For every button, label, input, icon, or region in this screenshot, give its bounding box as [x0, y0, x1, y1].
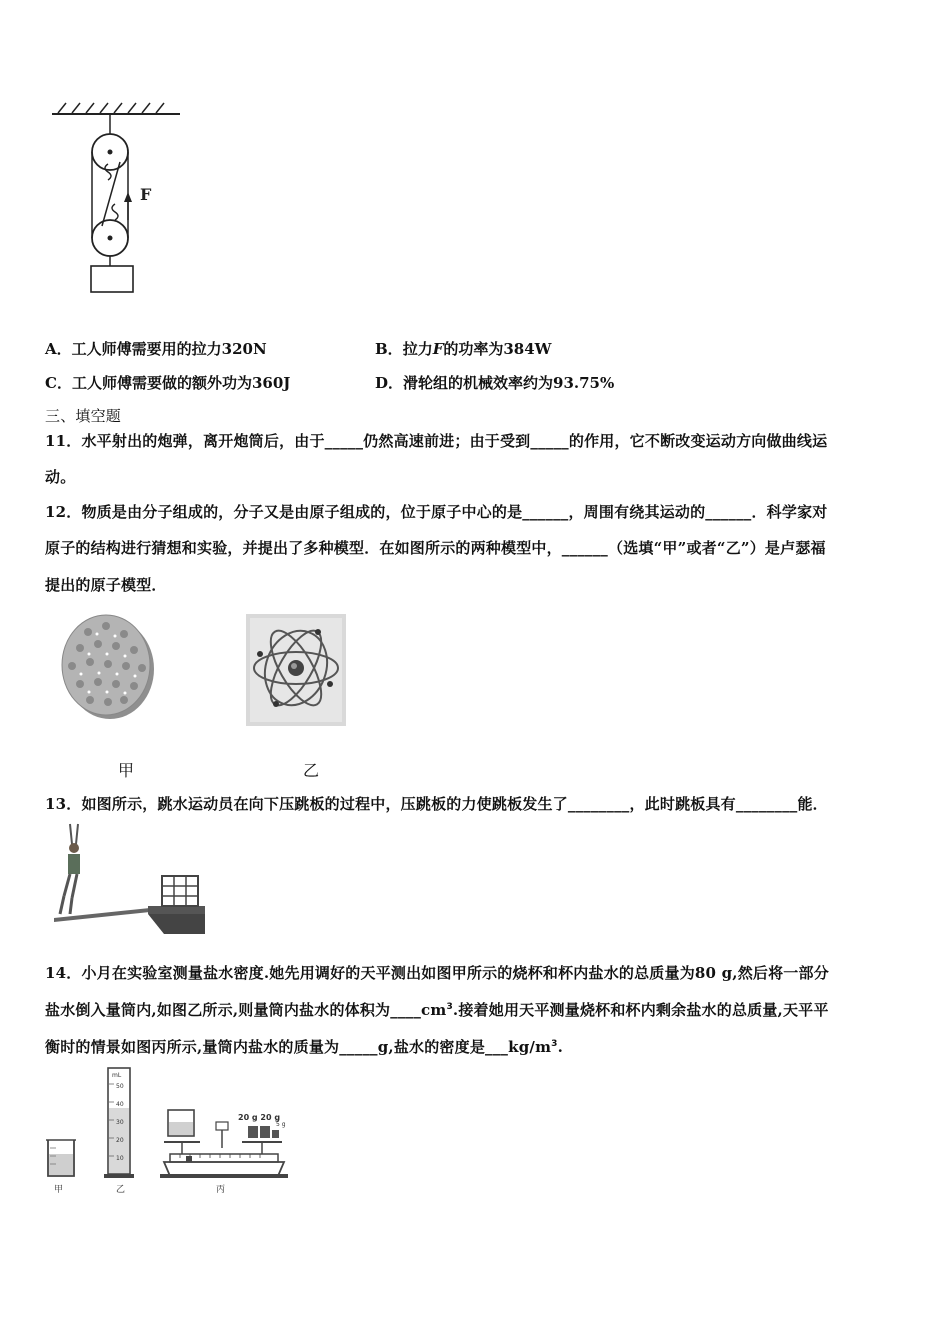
label-bing: 丙	[216, 1185, 226, 1195]
force-label: F	[140, 185, 152, 204]
option-c	[45, 372, 290, 393]
option-a	[45, 338, 267, 359]
label-jia: 甲	[54, 1185, 64, 1195]
caption-jia: 甲	[118, 761, 135, 780]
option-a-letter: A．	[45, 340, 72, 358]
q11-line2: 动。	[45, 468, 76, 486]
option-d	[375, 372, 614, 393]
atom-model-jia	[58, 612, 158, 722]
option-b-text-pre: 拉力	[402, 340, 433, 358]
option-d-text: 滑轮组的机械效率约为93.75%	[403, 374, 615, 392]
section-title: 三、填空题	[45, 407, 122, 425]
q14-line3	[45, 1036, 563, 1057]
cyl-unit: mL	[112, 1072, 122, 1079]
caption-yi: 乙	[303, 761, 320, 780]
cyl-tick-10: 10	[116, 1155, 124, 1162]
q14-line3-sup: 3	[551, 1039, 558, 1049]
q14-line3-text: 衡时的情景如图丙所示,量筒内盐水的质量为_____g,盐水的密度是___kg/m	[45, 1038, 552, 1056]
diving-figure	[50, 822, 205, 937]
q12-line1: 12．物质是由分子组成的，分子又是由原子组成的，位于原子中心的是______，周围有绕其运动的______．科学家对	[45, 503, 828, 521]
weights-label: 20 g 20 g	[238, 1113, 281, 1122]
q14-line1: 14．小月在实验室测量盐水密度.她先用调好的天平测出如图甲所示的烧杯和杯内盐水的总质量为80 g,然后将一部分	[45, 964, 829, 982]
option-c-text: 工人师傅需要做的额外功为360J	[71, 374, 291, 392]
option-a-text: 工人师傅需要用的拉力320N	[71, 340, 267, 358]
q14-line2	[45, 999, 829, 1020]
atom-model-yi	[246, 614, 346, 726]
option-b-var: F	[432, 340, 444, 358]
q12-line3: 提出的原子模型．	[45, 576, 167, 594]
cyl-tick-20: 20	[116, 1137, 124, 1144]
option-b-letter: B．	[375, 340, 403, 358]
q14-line2-sup: 3	[446, 1002, 453, 1012]
cyl-tick-30: 30	[116, 1119, 124, 1126]
pulley-figure	[40, 100, 190, 300]
option-c-letter: C．	[45, 374, 72, 392]
cyl-tick-50: 50	[116, 1083, 124, 1090]
option-d-letter: D．	[375, 374, 404, 392]
q14-line3-text-post: .	[557, 1038, 564, 1056]
q14-line2-text: 盐水倒入量筒内,如图乙所示,则量筒内盐水的体积为____cm	[45, 1001, 447, 1019]
q11-line1: 11．水平射出的炮弹，离开炮筒后，由于_____仍然高速前进；由于受到_____的作用，它不断改变运动方向做曲线运	[45, 432, 828, 450]
lab-figures	[40, 1062, 300, 1197]
label-yi: 乙	[116, 1185, 126, 1195]
q14-line2-text-post: .接着她用天平测量烧杯和杯内剩余盐水的总质量,天平平	[452, 1001, 829, 1019]
q12-line2: 原子的结构进行猜想和实验，并提出了多种模型．在如图所示的两种模型中，______（选填“甲”或者“乙”）是卢瑟福	[45, 539, 826, 557]
q13-line1: 13．如图所示，跳水运动员在向下压跳板的过程中，压跳板的力使跳板发生了________，此时跳板具有________能．	[45, 795, 828, 813]
option-b	[375, 338, 552, 359]
weight-small-label: 5 g	[276, 1121, 286, 1128]
option-b-text-post: 的功率为384W	[443, 340, 552, 358]
cyl-tick-40: 40	[116, 1101, 124, 1108]
